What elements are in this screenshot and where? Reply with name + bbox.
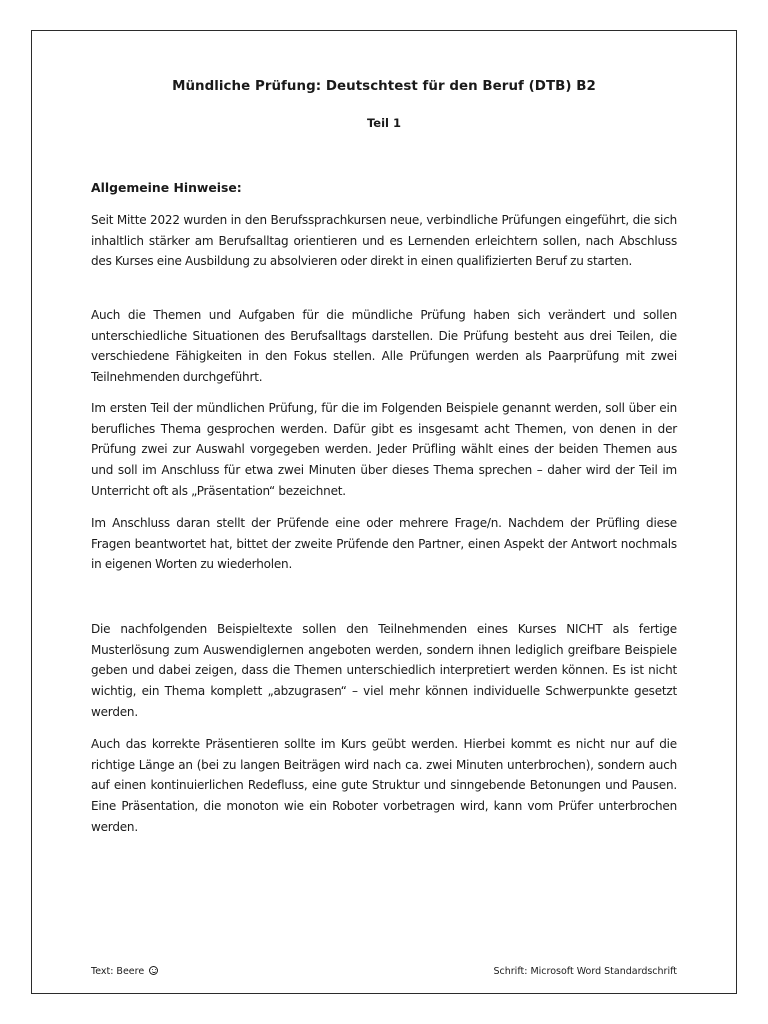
footer-author: [91, 966, 158, 977]
paragraph-2: Auch die Themen und Aufgaben für die mündliche Prüfung haben sich verändert und sollen unterschiedliche Situationen des Berufsalltags darstellen. Die Prüfung besteht aus drei Teilen, die verschiedene Fähigkeiten in den Fokus stellen. Alle Prüfungen werden als Paarprüfung mit zwei Teilnehmenden durchgeführt.: [91, 308, 677, 385]
footer-font-note: Schrift: Microsoft Word Standardschrift: [493, 966, 677, 977]
paragraph-1: Seit Mitte 2022 wurden in den Berufssprachkursen neue, verbindliche Prüfungen eingeführt, die sich inhaltlich stärker am Berufsalltag orientieren und es Lernenden erleichtern sollen, nach Abschluss des Kurses eine Ausbildung zu absolvieren oder direkt in einen qualifizierten Beruf zu starten.: [91, 213, 677, 269]
paragraph-5: Die nachfolgenden Beispieltexte sollen den Teilnehmenden eines Kurses NICHT als fertige Musterlösung zum Auswendiglernen angeboten werden, sondern ihnen lediglich greifbare Beispiele geben und dabei zeigen, dass die Themen unterschiedlich interpretiert werden können. Es ist nicht wichtig, ein Thema komplett „abzugrasen“ – viel mehr können individuelle Schwerpunkte gesetzt werden.: [91, 622, 677, 719]
paragraph-3: Im ersten Teil der mündlichen Prüfung, für die im Folgenden Beispiele genannt werden, soll über ein berufliches Thema gesprochen werden. Dafür gibt es insgesamt acht Themen, von denen in der Prüfung zwei zur Auswahl vorgegeben werden. Jeder Prüfling wählt eines der beiden Themen aus und soll im Anschluss für etwa zwei Minuten über dieses Thema sprechen – daher wird der Teil im Unterricht oft als „Präsentation“ bezeichnet.: [91, 401, 677, 498]
page-border: [31, 30, 737, 994]
smiley-icon: [149, 966, 158, 975]
paragraph-6: Auch das korrekte Präsentieren sollte im Kurs geübt werden. Hierbei kommt es nicht nur auf die richtige Länge an (bei zu langen Beiträgen wird nach ca. zwei Minuten unterbrochen), sondern auch auf einen kontinuierlichen Redefluss, eine gute Struktur und sinngebende Betonungen und Pausen. Eine Präsentation, die monoton wie ein Roboter vorbetragen wird, kann vom Prüfer unterbrochen werden.: [91, 737, 677, 834]
section-heading: Allgemeine Hinweise:: [91, 180, 242, 195]
document-title: Mündliche Prüfung: Deutschtest für den Beruf (DTB) B2: [172, 79, 596, 94]
footer-author-text: Text: Beere: [91, 966, 145, 977]
document-subtitle: Teil 1: [366, 116, 401, 130]
paragraph-4: Im Anschluss daran stellt der Prüfende eine oder mehrere Frage/n. Nachdem der Prüfling diese Fragen beantwortet hat, bittet der zweite Prüfende den Partner, einen Aspekt der Antwort nochmals in eigenen Worten zu wiederholen.: [91, 516, 677, 572]
